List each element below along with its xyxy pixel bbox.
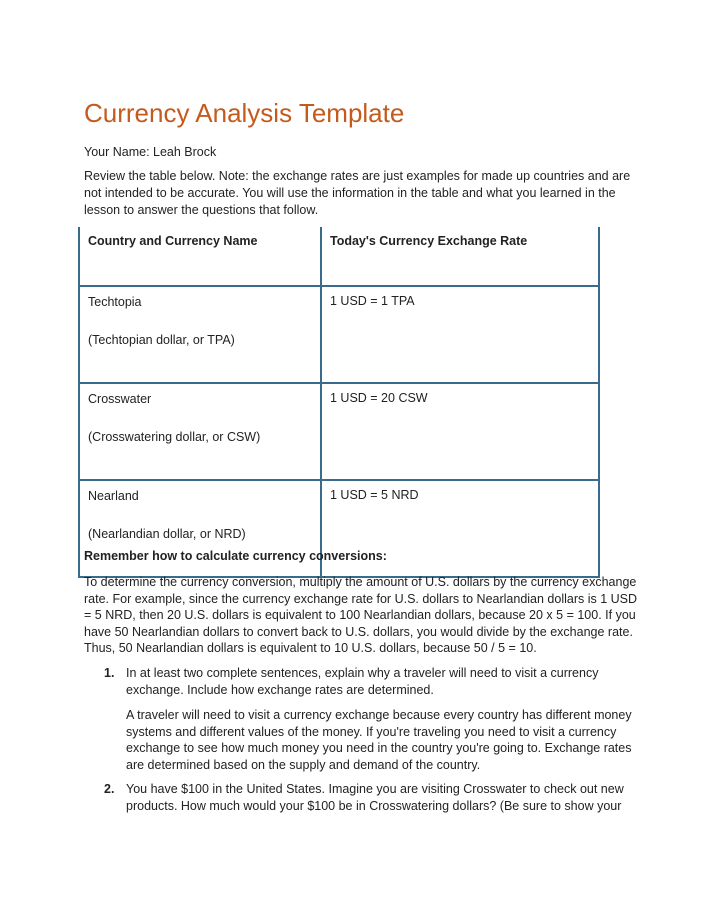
header-country: Country and Currency Name: [79, 227, 321, 286]
explanation-line: rate. For example, since the currency exchange rate for U.S. dollars to Nearlandian dollars is 1 USD: [84, 591, 638, 606]
explanation-line: = 5 NRD, then 20 U.S. dollars is equivalent to 100 Nearlandian dollars, because 20 x 5 = 100. If you: [84, 608, 636, 623]
explanation-line: To determine the currency conversion, multiply the amount of U.S. dollars by the currency exchange: [84, 575, 637, 589]
intro-paragraph: [84, 168, 632, 219]
header-rate: Today's Currency Exchange Rate: [321, 227, 599, 286]
answer-line: systems and different values of the money. If you're traveling you need to visit a currency: [126, 724, 617, 739]
country-cell: [79, 286, 321, 383]
question-line: In at least two complete sentences, explain why a traveler will need to visit a currency: [126, 666, 599, 680]
table-row: [79, 383, 599, 480]
rate-cell: 1 USD = 1 TPA: [321, 286, 599, 383]
currency-name: (Techtopian dollar, or TPA): [88, 333, 235, 347]
question-line: exchange. Include how exchange rates are determined.: [126, 682, 434, 697]
explanation-line: Thus, 50 Nearlandian dollars is equivalent to 10 U.S. dollars, because 50 / 5 = 10.: [84, 641, 537, 656]
question-text: [126, 665, 626, 698]
country-name: Nearland: [88, 489, 139, 503]
intro-line: lesson to answer the questions that follow.: [84, 203, 319, 217]
table-header-row: [79, 227, 599, 286]
answer-1: [126, 707, 632, 773]
student-name: Your Name: Leah Brock: [84, 145, 217, 159]
answer-line: are determined based on the supply and demand of the country.: [126, 757, 481, 772]
currency-table: [78, 227, 600, 578]
question-line: products. How much would your $100 be in Crosswatering dollars? (Be sure to show your: [126, 798, 622, 813]
answer-line: exchange to see how much money you need in the country you're going to. Exchange rates: [126, 741, 632, 756]
currency-name: (Crosswatering dollar, or CSW): [88, 430, 261, 444]
answer-line: A traveler will need to visit a currency exchange because every country has different money: [126, 708, 632, 722]
question-number: 1.: [104, 666, 115, 680]
rate-cell: 1 USD = 5 NRD: [321, 480, 599, 577]
currency-name: (Nearlandian dollar, or NRD): [88, 527, 246, 541]
explanation-line: have 50 Nearlandian dollars to convert back to U.S. dollars, you would divide by the exchange rate.: [84, 624, 633, 639]
intro-line: not intended to be accurate. You will use the information in the table and what you learned in the: [84, 186, 616, 200]
remember-heading: Remember how to calculate currency conversions:: [84, 549, 387, 563]
question-number: 2.: [104, 782, 115, 796]
document-title: Currency Analysis Template: [84, 98, 405, 128]
table-row: [79, 286, 599, 383]
country-name: Techtopia: [88, 295, 142, 309]
rate-cell: 1 USD = 20 CSW: [321, 383, 599, 480]
question-text: [126, 781, 626, 814]
country-name: Crosswater: [88, 392, 152, 406]
question-line: You have $100 in the United States. Imagine you are visiting Crosswater to check out new: [126, 782, 624, 796]
intro-line: Review the table below. Note: the exchange rates are just examples for made up countries and are: [84, 169, 631, 183]
explanation-paragraph: [84, 574, 638, 657]
country-cell: [79, 383, 321, 480]
